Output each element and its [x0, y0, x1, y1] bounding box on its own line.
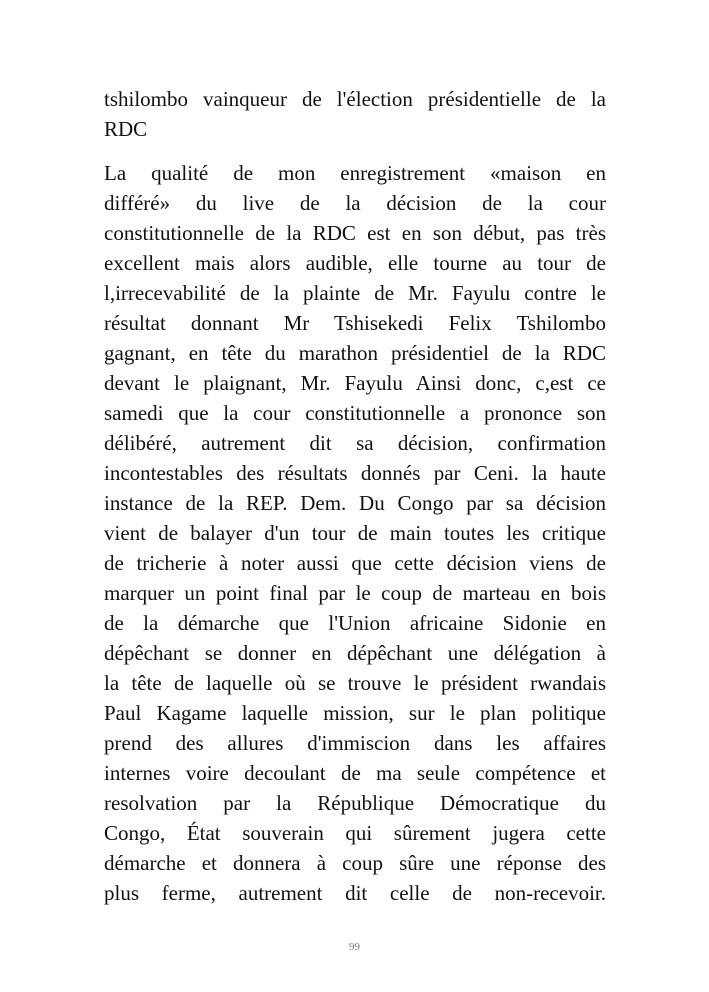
text-line: gagnant, en tête du marathon présidentiel de la RDC — [104, 341, 606, 365]
text-line: internes voire decoulant de ma seule compétence et — [104, 761, 606, 785]
text-line: samedi que la cour constitutionnelle a prononce son — [104, 401, 606, 425]
text-line: RDC — [104, 117, 148, 141]
text-line: instance de la REP. Dem. Du Congo par sa décision — [104, 491, 606, 515]
text-line: tshilombo vainqueur de l'élection présidentielle de la — [104, 87, 606, 111]
text-line: vient de balayer d'un tour de main toutes les critique — [104, 521, 606, 545]
text-line: l,irrecevabilité de la plainte de Mr. Fayulu contre le — [104, 281, 606, 305]
text-line: incontestables des résultats donnés par Ceni. la haute — [104, 461, 606, 485]
text-line: plus ferme, autrement dit celle de non-recevoir. — [104, 881, 606, 905]
paragraph-1 — [104, 84, 606, 144]
text-line: résultat donnant Mr Tshisekedi Felix Tshilombo — [104, 311, 606, 335]
text-line: de la démarche que l'Union africaine Sidonie en — [104, 611, 606, 635]
text-line: constitutionnelle de la RDC est en son début, pas très — [104, 221, 606, 245]
text-line: démarche et donnera à coup sûre une réponse des — [104, 851, 606, 875]
text-line: devant le plaignant, Mr. Fayulu Ainsi donc, c,est ce — [104, 371, 606, 395]
text-line: La qualité de mon enregistrement «maison en — [104, 161, 606, 185]
text-line: prend des allures d'immiscion dans les affaires — [104, 731, 606, 755]
text-line: resolvation par la République Démocratique du — [104, 791, 606, 815]
text-line: Paul Kagame laquelle mission, sur le plan politique — [104, 701, 606, 725]
text-line: excellent mais alors audible, elle tourne au tour de — [104, 251, 606, 275]
text-line: délibéré, autrement dit sa décision, confirmation — [104, 431, 606, 455]
page-number: 99 — [349, 941, 360, 953]
text-line: dépêchant se donner en dépêchant une délégation à — [104, 641, 606, 665]
text-line: différé» du live de la décision de la cour — [104, 191, 606, 215]
paragraph-2 — [104, 158, 606, 908]
text-line: de tricherie à noter aussi que cette décision viens de — [104, 551, 606, 575]
text-line: Congo, État souverain qui sûrement jugera cette — [104, 821, 606, 845]
text-line: la tête de laquelle où se trouve le président rwandais — [104, 671, 606, 695]
text-line: marquer un point final par le coup de marteau en bois — [104, 581, 606, 605]
